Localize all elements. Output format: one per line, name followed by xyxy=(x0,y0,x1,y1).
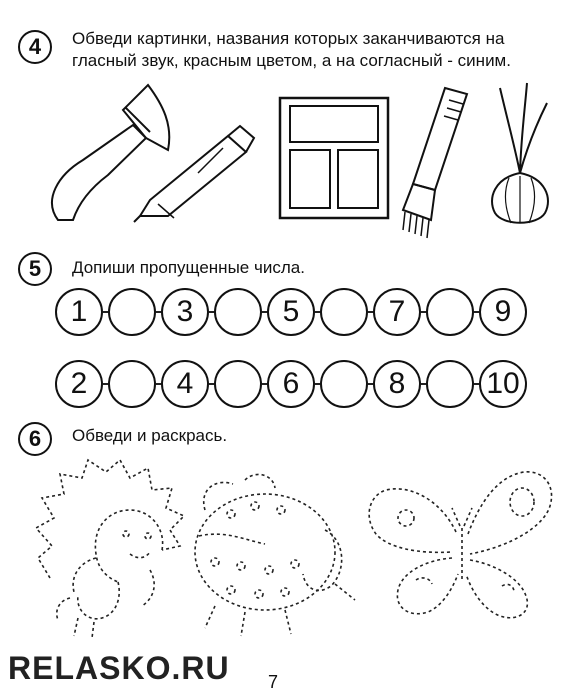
task-6-number: 6 xyxy=(18,422,52,456)
watermark: RELASKO.RU xyxy=(8,650,230,686)
number-circle: 9 xyxy=(479,288,527,336)
hedgehog-icon xyxy=(30,458,190,643)
empty-circle[interactable] xyxy=(320,360,368,408)
task-4-text-line-1: Обведи картинки, названия которых заканчиваются на xyxy=(72,29,505,48)
task-5-number: 5 xyxy=(18,252,52,286)
pen-icon xyxy=(128,118,268,228)
ladybug-icon xyxy=(185,470,365,640)
task-6-text: Обведи и раскрась. xyxy=(72,426,228,445)
number-chain-row-2 xyxy=(55,360,530,408)
empty-circle[interactable] xyxy=(108,360,156,408)
empty-circle[interactable] xyxy=(108,288,156,336)
onion-icon xyxy=(485,78,555,228)
number-chain-row-1 xyxy=(55,288,530,336)
number-circle: 5 xyxy=(267,288,315,336)
task-4-number: 4 xyxy=(18,30,52,64)
scarf-icon xyxy=(395,80,480,240)
butterfly-icon xyxy=(362,462,562,637)
empty-circle[interactable] xyxy=(320,288,368,336)
number-circle: 10 xyxy=(479,360,527,408)
empty-circle[interactable] xyxy=(214,360,262,408)
window-icon xyxy=(278,96,390,220)
number-circle: 1 xyxy=(55,288,103,336)
task-5-text: Допиши пропущенные числа. xyxy=(72,258,305,277)
number-circle: 4 xyxy=(161,360,209,408)
number-circle: 3 xyxy=(161,288,209,336)
task-4-text-line-2: гласный звук, красным цветом, а на согласный - синим. xyxy=(72,51,511,70)
page-number: 7 xyxy=(268,672,279,692)
empty-circle[interactable] xyxy=(214,288,262,336)
number-circle: 7 xyxy=(373,288,421,336)
empty-circle[interactable] xyxy=(426,360,474,408)
number-circle: 6 xyxy=(267,360,315,408)
empty-circle[interactable] xyxy=(426,288,474,336)
number-circle: 8 xyxy=(373,360,421,408)
number-circle: 2 xyxy=(55,360,103,408)
